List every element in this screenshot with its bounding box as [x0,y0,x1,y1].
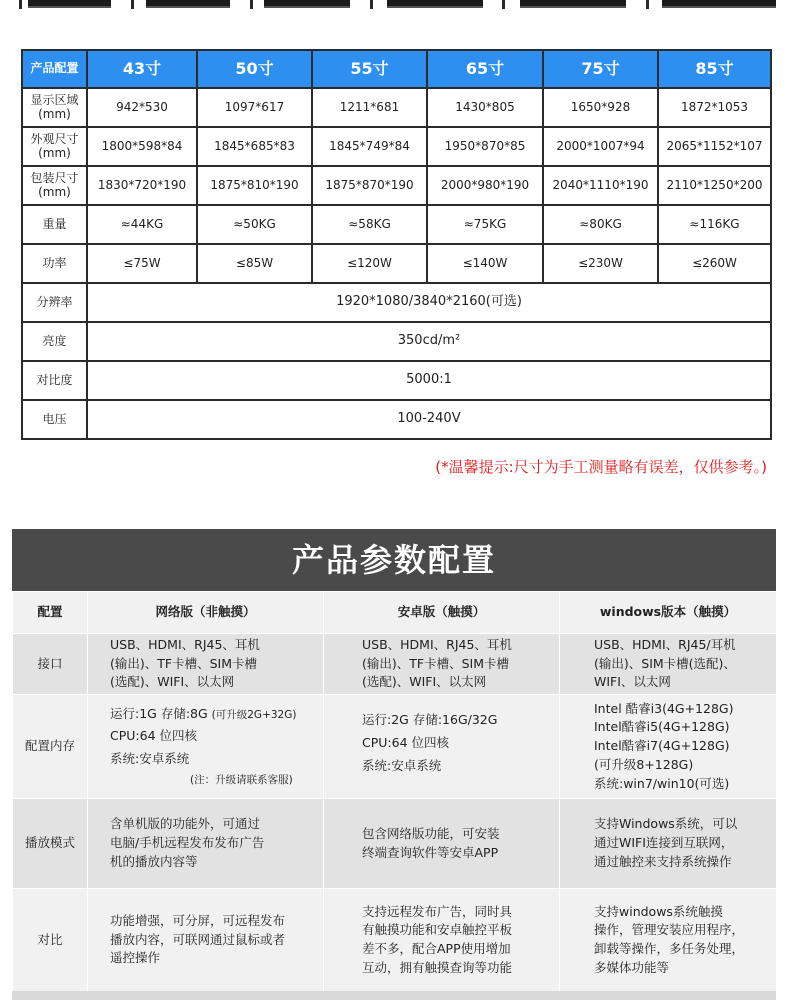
spec-row-outer-size [22,127,771,166]
spec-row-resolution [22,283,771,322]
spec-row-label: 电压 [22,400,87,439]
spec-row-label: 对比度 [22,361,87,400]
text-line: 系统:win7/win10(可选) [594,775,730,791]
param-cell [88,634,324,695]
param-row-playback [13,799,777,889]
text-line: (选配)、WIFI、以太网 [362,674,487,690]
param-header-cell: windows版本（触摸） [560,592,777,634]
spec-span-cell: 1920*1080/3840*2160(可选) [87,283,771,322]
text-line: (输出)、SIM卡槽(选配)、 [594,655,736,671]
text-line: 通过WIFI连接到互联网， [594,835,734,851]
param-row-label: 播放模式 [13,799,88,889]
spec-cell: 2040*1110*190 [543,166,658,205]
text-line: 含单机版的功能外，可通过 [110,816,261,832]
text-line: USB、HDMI、RJ45/耳机 [594,636,736,652]
spec-row-voltage [22,400,771,439]
spec-cell: ≤85W [197,244,312,283]
spec-cell: 1097*617 [197,88,312,127]
spec-header-cell: 55寸 [312,50,427,88]
text-line: 运行:2G 存储:16G/32G [362,712,498,727]
label-line: 显示区域 [30,92,79,107]
spec-row-power [22,244,771,283]
param-header-cell: 配置 [13,592,88,634]
text-line: 播放内容，可联网通过鼠标或者 [110,931,286,947]
spec-header-cell: 75寸 [543,50,658,88]
spec-cell: 2000*980*190 [427,166,543,205]
label-line: (mm) [38,184,71,199]
spec-span-cell: 100-240V [87,400,771,439]
param-row-memory [13,695,777,799]
spec-cell: 942*530 [87,88,197,127]
param-row-interface [13,634,777,695]
spec-cell: 2065*1152*107 [658,127,771,166]
text-line: 终端查询软件等安卓APP [362,844,499,860]
param-cell [324,634,560,695]
spec-cell: 2000*1007*94 [543,127,658,166]
label-line: 外观尺寸 [30,131,79,146]
spec-row-weight [22,205,771,244]
text-line: 电脑/手机远程发布发布广告 [110,835,265,851]
text-line: Intel 酷睿i3(4G+128G) [594,700,734,716]
spec-cell: 1845*749*84 [312,127,427,166]
param-cell [560,634,777,695]
spec-cell: ≤75W [87,244,197,283]
text-line: (可升级8+128G) [594,756,694,772]
param-cell [88,695,324,799]
text-line: 支持远程发布广告，同时具 [362,903,513,919]
text-line: 卸载等操作，多任务处理， [594,941,745,956]
param-cell [88,799,324,889]
product-stand [502,0,505,9]
spec-row-label [22,88,87,127]
text-line: CPU:64 位四核 [362,734,450,750]
param-cell [324,695,560,799]
text-line: 差不多，配合APP使用增加 [362,941,511,956]
text-line: 系统:安卓系统 [110,751,190,766]
spec-header-cell: 43寸 [87,50,197,88]
product-image [264,0,350,8]
spec-cell: ≈116KG [658,205,771,244]
text-line: (输出)、TF卡槽、SIM卡槽 [362,655,509,671]
text-line: 互动，拥有触摸查询等功能 [362,959,513,975]
spec-header-cell: 50寸 [197,50,312,88]
param-row-label: 对比 [13,889,88,992]
param-cell [560,799,777,889]
memory-upgrade: (可升级2G+32G) [211,708,297,721]
text-line: 有触摸功能和安卓触控平板 [362,922,513,938]
product-stand [19,0,22,9]
spec-header-cell: 65寸 [427,50,543,88]
param-cell [560,889,777,992]
text-line: 遥控操作 [110,950,161,966]
spec-cell: 1875*870*190 [312,166,427,205]
label-line: (mm) [38,145,71,160]
product-image [146,0,230,8]
spec-row-label [22,127,87,166]
text-line: Intel酷睿i5(4G+128G) [594,719,730,735]
spec-cell: ≈58KG [312,205,427,244]
label-line: (mm) [38,106,71,121]
spec-cell: 1875*810*190 [197,166,312,205]
spec-cell: 1430*805 [427,88,543,127]
text-line: USB、HDMI、RJ45、耳机 [110,636,260,652]
param-cell [88,889,324,992]
text-line: 多媒体功能等 [594,959,670,975]
spec-row-label: 分辨率 [22,283,87,322]
spec-cell: ≤230W [543,244,658,283]
param-header-cell: 安卓版（触摸） [324,592,560,634]
spec-cell: 1872*1053 [658,88,771,127]
spec-cell: ≤260W [658,244,771,283]
spec-cell: 1650*928 [543,88,658,127]
text-line: 支持Windows系统，可以 [594,816,738,832]
text-line: 功能增强，可分屏，可远程发布 [110,912,286,928]
param-row-label: 接口 [13,634,88,695]
spec-cell: ≈80KG [543,205,658,244]
param-cell [324,889,560,992]
product-stand [646,0,649,9]
param-row-compare [13,889,777,992]
spec-row-display-area [22,88,771,127]
text-line [110,705,323,724]
text-line: 机的播放内容等 [110,853,198,869]
product-stand [131,0,134,9]
spec-row-package-size [22,166,771,205]
product-stand [250,0,253,9]
text-line: 系统:安卓系统 [362,757,442,773]
text-line: 通过触控来支持系统操作 [594,853,732,869]
spec-span-cell: 350cd/m² [87,322,771,361]
text-line: 支持windows系统触摸 [594,903,723,919]
memory-run: 运行:1G 存储:8G [110,705,212,721]
text-line: Intel酷睿i7(4G+128G) [594,738,730,754]
spec-cell: 1845*685*83 [197,127,312,166]
text-line: USB、HDMI、RJ45、耳机 [362,636,512,652]
param-cell [560,695,777,799]
param-config-table [12,591,777,992]
spec-row-contrast [22,361,771,400]
spec-header-cell: 产品配置 [22,50,87,88]
measurement-note: (*温馨提示:尺寸为手工测量略有误差，仅供参考。) [435,458,767,476]
product-image-strip [0,0,790,14]
spec-row-label [22,166,87,205]
product-image [520,0,626,8]
param-title-banner: 产品参数配置 [12,529,776,591]
upgrade-note: (注：升级请联系客服) [190,773,293,786]
label-line: 包装尺寸 [30,170,79,185]
text-line: 包含网络版功能，可安装 [362,825,500,841]
spec-cell: ≈75KG [427,205,543,244]
spec-cell: ≤120W [312,244,427,283]
spec-row-label: 功率 [22,244,87,283]
spec-header-cell: 85寸 [658,50,771,88]
param-header-cell: 网络版（非触摸） [88,592,324,634]
text-line: (选配)、WIFI、以太网 [110,674,235,690]
text-line: WIFI、以太网 [594,674,671,690]
spec-cell: 1950*870*85 [427,127,543,166]
spec-row-label: 亮度 [22,322,87,361]
spec-cell: 1211*681 [312,88,427,127]
param-header-row [13,592,777,634]
spec-cell: ≤140W [427,244,543,283]
text-line: 操作，管理安装应用程序， [594,922,745,938]
param-row-label: 配置内存 [13,695,88,799]
product-image [28,0,111,8]
spec-cell: ≈44KG [87,205,197,244]
spec-cell: 1800*598*84 [87,127,197,166]
text-line: (输出)、TF卡槽、SIM卡槽 [110,655,257,671]
spec-cell: 2110*1250*200 [658,166,771,205]
product-image [387,0,483,8]
text-line: CPU:64 位四核 [110,728,198,744]
product-image [662,0,776,8]
spec-header-row [22,50,771,88]
spec-span-cell: 5000:1 [87,361,771,400]
spec-cell: 1830*720*190 [87,166,197,205]
next-section-band [12,991,776,1000]
spec-row-label: 重量 [22,205,87,244]
product-stand [370,0,373,9]
spec-row-brightness [22,322,771,361]
size-spec-table [21,49,772,440]
param-cell [324,799,560,889]
spec-cell: ≈50KG [197,205,312,244]
